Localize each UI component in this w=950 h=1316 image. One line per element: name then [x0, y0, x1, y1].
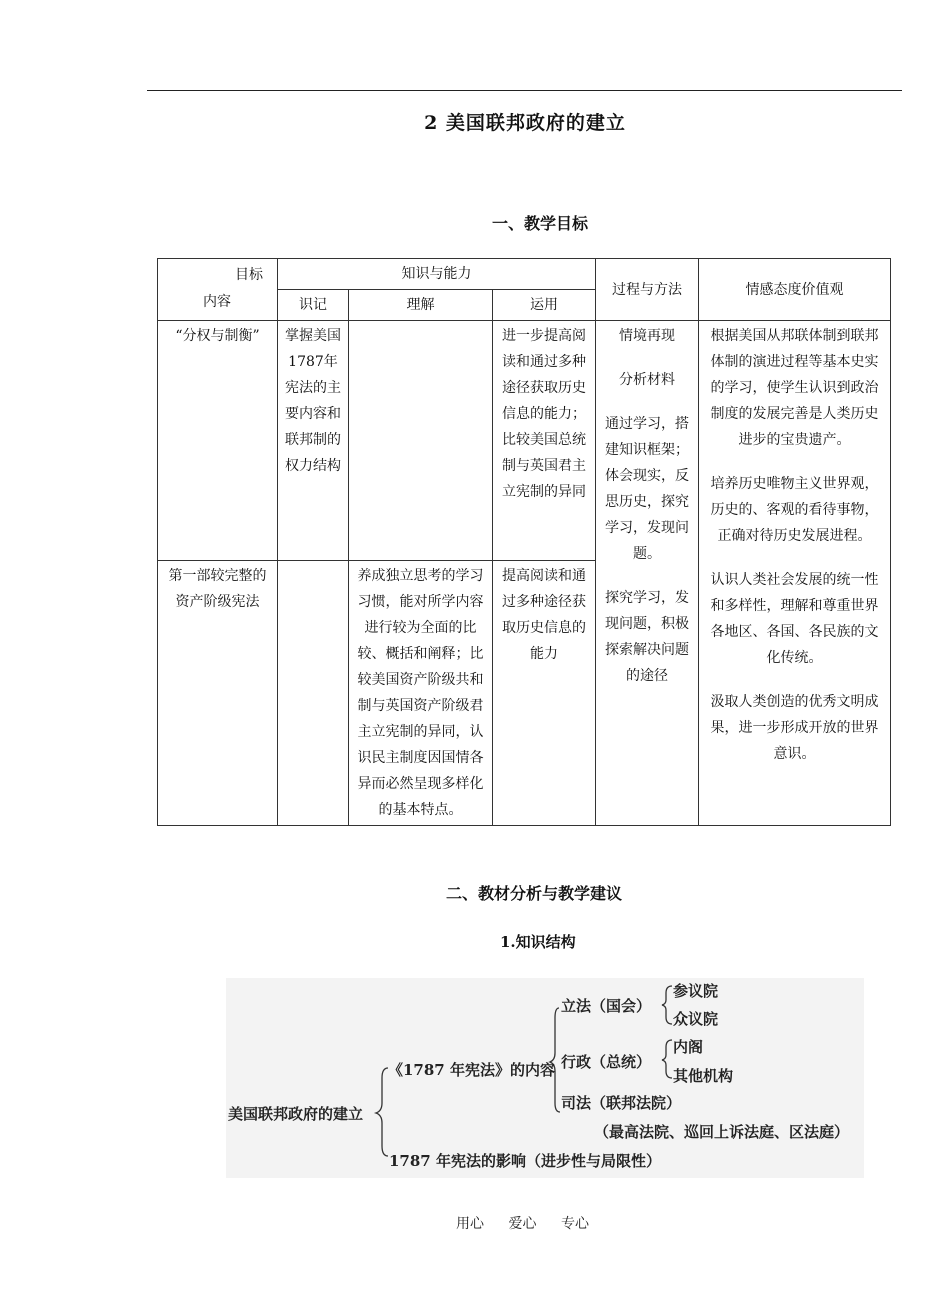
diagram-courts: （最高法院、巡回上诉法庭、区法庭）	[594, 1123, 850, 1141]
row1-remember: 掌握美国1787年宪法的主要内容和联邦制的权力结构	[278, 321, 349, 561]
header-emotion: 情感态度价值观	[699, 259, 891, 321]
header-knowledge: 知识与能力	[278, 259, 596, 290]
diagram-constitution-impact: 1787 年宪法的影响（进步性与局限性）	[389, 1152, 661, 1170]
section-heading-goals: 一、教学目标	[492, 214, 589, 233]
emotion-cell	[699, 321, 891, 826]
diagram-house: 众议院	[673, 1010, 719, 1028]
row1-apply: 进一步提高阅读和通过多种途径获取历史信息的能力；比较美国总统制与英国君主立宪制的异同	[493, 321, 596, 561]
process-cell	[596, 321, 699, 826]
header-rule	[147, 90, 902, 91]
row2-understand: 养成独立思考的学习习惯，能对所学内容进行较为全面的比较、概括和阐释；比较美国资产阶级共和制与英国资产阶级君主立宪制的异同，认识民主制度因国情各异而必然呈现多样化的基本特点。	[349, 561, 493, 826]
row2-apply: 提高阅读和通过多种途径获取历史信息的能力	[493, 561, 596, 826]
process-item: 通过学习，搭建知识框架；体会现实，反思历史，探究学习，发现问题。	[605, 416, 690, 562]
corner-label-content: 内容	[203, 294, 231, 310]
diagram-cabinet: 内阁	[673, 1038, 704, 1056]
emotion-item: 根据美国从邦联体制到联邦体制的演进过程等基本史实的学习，使学生认识到政治制度的发展完善是人类历史进步的宝贵遗产。	[710, 328, 879, 448]
process-item: 分析材料	[619, 372, 676, 388]
knowledge-structure-diagram	[226, 978, 864, 1178]
emotion-item: 汲取人类创造的优秀文明成果，进一步形成开放的世界意识。	[710, 694, 879, 762]
process-item: 探究学习，发现问题，积极探索解决问题的途径	[605, 590, 690, 684]
corner-label-goal: 目标	[235, 267, 263, 283]
row2-content: 第一部较完整的资产阶级宪法	[158, 561, 278, 826]
emotion-item: 培养历史唯物主义世界观，历史的、客观的看待事物，正确对待历史发展进程。	[710, 476, 879, 544]
diagram-root: 美国联邦政府的建立	[228, 1105, 364, 1123]
header-understand: 理解	[349, 290, 493, 321]
teaching-goals-table	[157, 258, 891, 826]
section-heading-analysis: 二、教材分析与教学建议	[446, 884, 623, 903]
diagram-senate: 参议院	[673, 982, 719, 1000]
header-process: 过程与方法	[596, 259, 699, 321]
row2-remember	[278, 561, 349, 826]
subsection-heading-structure: 1.知识结构	[500, 933, 576, 951]
header-remember: 识记	[278, 290, 349, 321]
diagram-other-agencies: 其他机构	[673, 1067, 734, 1085]
row1-content: “分权与制衡”	[158, 321, 278, 561]
page-title: 2 美国联邦政府的建立	[424, 112, 626, 134]
diagram-executive: 行政（总统）	[561, 1053, 652, 1071]
diagram-judicial: 司法（联邦法院）	[561, 1094, 682, 1112]
diagram-constitution-content: 《1787 年宪法》的内容	[388, 1061, 555, 1079]
row1-understand	[349, 321, 493, 561]
diagram-legislative: 立法（国会）	[561, 997, 652, 1015]
header-apply: 运用	[493, 290, 596, 321]
page-footer: 用心 爱心 专心	[456, 1216, 589, 1232]
emotion-item: 认识人类社会发展的统一性和多样性，理解和尊重世界各地区、各国、各民族的文化传统。	[710, 572, 879, 666]
table-corner-cell	[158, 259, 278, 321]
process-item: 情境再现	[619, 328, 676, 344]
